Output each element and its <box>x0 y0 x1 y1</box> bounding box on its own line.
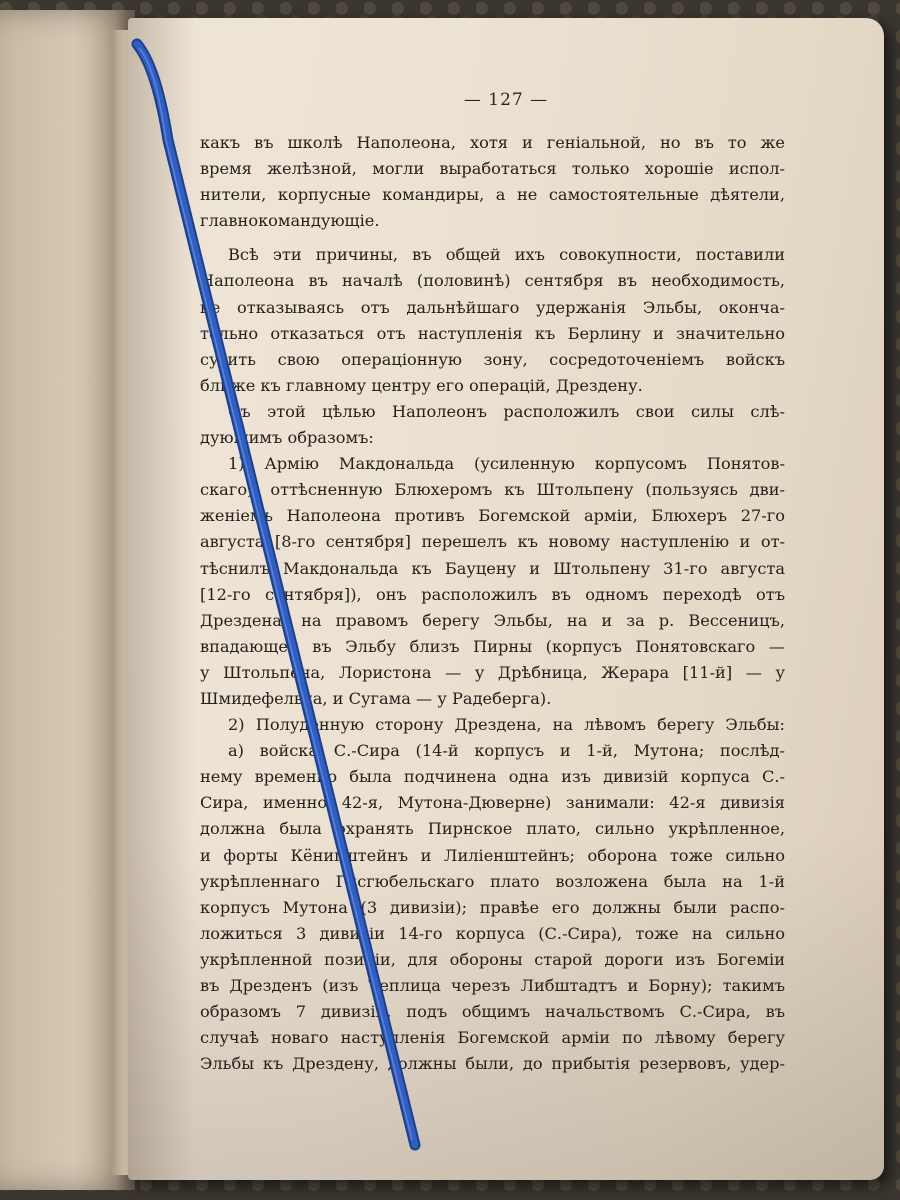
text-line: [12-го сентября]), онъ расположилъ въ одномъ переходѣ отъ <box>200 584 785 604</box>
text-line: скаго), оттѣсненную Блюхеромъ къ Штольпену (пользуясь дви- <box>200 480 785 500</box>
text-line: въ Дрезденъ (изъ Теплица черезъ Либштадтъ и Борну); такимъ <box>200 976 785 995</box>
text-line: не отказываясь отъ дальнѣйшаго удержанія Эльбы, оконча- <box>200 297 785 317</box>
page-text <box>200 130 785 1077</box>
text-line: тѣснилъ Макдональда къ Бауцену и Штольпену 31-го августа <box>200 558 785 578</box>
text-line: образомъ 7 дивизій, подъ общимъ начальствомъ С.-Сира, въ <box>200 1002 785 1022</box>
text-line: Шмидефельда, и Сугама — у Радеберга). <box>200 688 552 708</box>
text-line: нители, корпусные командиры, а не самостоятельные дѣятели, <box>200 185 785 205</box>
text-line: а) войска С.-Сира (14-й корпусъ и 1-й, Мутона; послѣд- <box>228 741 785 761</box>
text-line: Всѣ эти причины, въ общей ихъ совокупности, поставили <box>228 245 785 265</box>
text-line: главнокомандующіе. <box>200 211 380 231</box>
text-line: случаѣ новаго наступленія Богемской арміи по лѣвому берегу <box>200 1028 785 1048</box>
text-line: у Штольпена, Лористона — у Дрѣбница, Жерара [11-й] — у <box>200 662 785 682</box>
text-line: дующимъ образомъ: <box>200 428 374 448</box>
page-number: — 127 — <box>463 90 549 110</box>
text-line: корпусъ Мутона (3 дивизіи); правѣе его должны были распо- <box>200 897 785 917</box>
text-line: 2) Полуденную сторону Дрездена, на лѣвомъ берегу Эльбы: <box>228 715 785 735</box>
text-line: сузить свою операціонную зону, сосредоточеніемъ войскъ <box>200 349 785 369</box>
text-line: тельно отказаться отъ наступленія къ Берлину и значительно <box>200 323 785 343</box>
book-page <box>128 18 884 1180</box>
text-line: должна была охранять Пирнское плато, сильно укрѣпленное, <box>200 819 785 839</box>
text-line: 1) Армію Макдональда (усиленную корпусомъ Понятов- <box>228 454 785 474</box>
text-line: ближе къ главному центру его операцій, Дрездену. <box>200 375 643 395</box>
text-line: нему временно была подчинена одна изъ дивизій корпуса С.- <box>200 767 785 787</box>
text-line: женіемъ Наполеона противъ Богемской арміи, Блюхеръ 27-го <box>200 506 785 526</box>
text-line: и форты Кёнигштейнъ и Лиліенштейнъ; оборона тоже сильно <box>200 845 785 865</box>
text-line: время желѣзной, могли выработаться только хорошіе испол- <box>200 159 785 179</box>
text-line: Эльбы къ Дрездену, должны были, до прибытія резервовъ, удер- <box>200 1054 785 1074</box>
text-line: августа [8-го сентября] перешелъ къ новому наступленію и от- <box>200 532 785 552</box>
text-line: ложиться 3 дивизіи 14-го корпуса (С.-Сира), тоже на сильно <box>200 923 785 943</box>
text-line: впадающей въ Эльбу близъ Пирны (корпусъ Понятовскаго — <box>200 636 785 656</box>
text-line: Дрездена, на правомъ берегу Эльбы, на и за р. Вессеницъ, <box>200 610 785 630</box>
text-line: какъ въ школѣ Наполеона, хотя и геніальной, но въ то же <box>200 133 785 152</box>
text-line: Съ этой цѣлью Наполеонъ расположилъ свои силы слѣ- <box>228 401 785 421</box>
text-line: Наполеона въ началѣ (половинѣ) сентября въ необходимость, <box>200 271 785 291</box>
text-line: укрѣпленнаго Гисгюбельскаго плато возложена была на 1-й <box>200 871 785 891</box>
text-line: укрѣпленной позиціи, для обороны старой дороги изъ Богеміи <box>200 949 785 969</box>
text-line: Сира, именно 42-я, Мутона-Дюверне) занимали: 42-я дивизія <box>200 793 785 813</box>
